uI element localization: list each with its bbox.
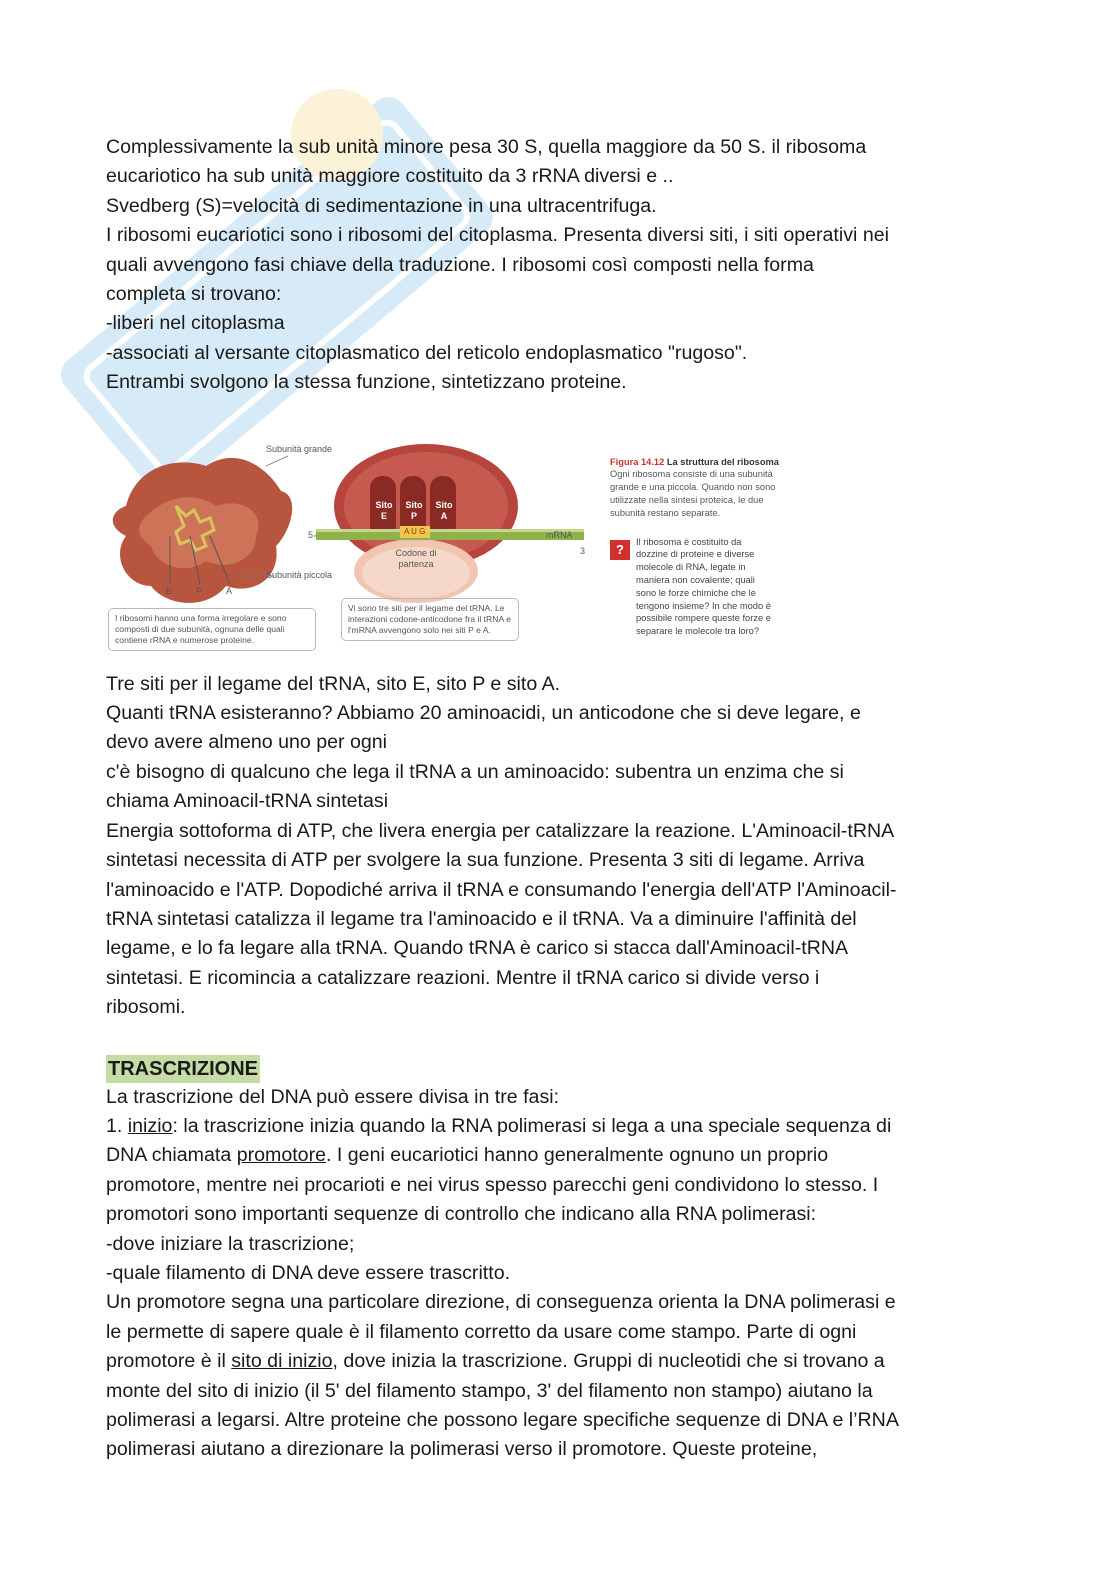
text-line: -liberi nel citoplasma xyxy=(106,312,285,335)
text-line: monte del sito di inizio (il 5' del filamento stampo, 3' del filamento non stampo) aiutano la xyxy=(106,1379,873,1402)
text-line: polimerasi aiutano a direzionare la polimerasi verso il promotore. Queste proteine, xyxy=(106,1438,818,1461)
term-promotore: promotore xyxy=(236,1144,326,1167)
document-page xyxy=(106,133,1011,1465)
text-line: La trascrizione del DNA può essere divisa in tre fasi: xyxy=(106,1085,560,1108)
text-line: chiama Aminoacil-tRNA sintetasi xyxy=(106,790,389,813)
text-line: Svedberg (S)=velocità di sedimentazione in una ultracentrifuga. xyxy=(106,194,657,217)
small-subunit-label: Subunità piccola xyxy=(266,569,333,580)
codon-label: A U G xyxy=(404,526,426,536)
text-line: eucariotico ha sub unità maggiore costituito da 3 rRNA diversi e .. xyxy=(106,165,674,188)
large-subunit-label: Subunità grande xyxy=(266,443,333,454)
text-line: completa si trovano: xyxy=(106,283,282,306)
text-line: quali avvengono fasi chiave della traduzione. I ribosomi così composti nella forma xyxy=(106,253,814,276)
text-line: promotori sono importanti sequenze di controllo che indicano alla RNA polimerasi: xyxy=(106,1203,817,1226)
question-icon: ? xyxy=(610,540,630,560)
site-a-label: A xyxy=(226,585,233,596)
site-e-tag: Sito E xyxy=(375,499,393,521)
text-line: ribosomi. xyxy=(106,996,186,1019)
text-line: promotore, mentre nei procarioti e nei virus spesso parecchi geni condividono lo stesso. I xyxy=(106,1173,879,1196)
text-line: devo avere almeno uno per ogni xyxy=(106,731,388,754)
text-line: tRNA sintetasi catalizza il legame tra l'aminoacido e il tRNA. Va a diminuire l'affinità del xyxy=(106,907,857,930)
intro-text xyxy=(106,133,1011,398)
text-line: -dove iniziare la trascrizione; xyxy=(106,1232,355,1255)
term-sito-di-inizio: sito di inizio xyxy=(231,1350,333,1373)
text-line: -quale filamento di DNA deve essere trascritto. xyxy=(106,1261,511,1284)
start-codon-label: Codone di partenza xyxy=(395,547,437,569)
text-line: c'è bisogno di qualcuno che lega il tRNA a un aminoacido: subentra un enzima che si xyxy=(106,760,844,783)
text-line: Tre siti per il legame del tRNA, sito E, sito P e sito A. xyxy=(106,672,561,695)
trna-text xyxy=(106,670,1011,1023)
site-p-tag: Sito P xyxy=(405,499,423,521)
text-line: legame, e lo fa legare alla tRNA. Quando tRNA è carico si stacca dall'Aminoacil-tRNA xyxy=(106,937,849,960)
text-line: 1. inizio: la trascrizione inizia quando la RNA polimerasi si lega a una speciale sequenza di xyxy=(106,1114,892,1137)
mrna-label: mRNA xyxy=(546,529,573,540)
text-line: Energia sottoforma di ATP, che livera energia per catalizzare la reazione. L'Aminoacil-tRNA xyxy=(106,819,895,842)
five-prime-label: 5 xyxy=(308,529,314,540)
text-line: promotore è il sito di inizio, dove inizia la trascrizione. Gruppi di nucleotidi che si trovano a xyxy=(106,1350,885,1373)
site-e-label: E xyxy=(166,585,173,596)
text-line: Entrambi svolgono la stessa funzione, sintetizzano proteine. xyxy=(106,371,627,394)
site-p-label: P xyxy=(196,585,203,596)
text-line: Quanti tRNA esisteranno? Abbiamo 20 aminoacidi, un anticodone che si deve legare, e xyxy=(106,702,861,725)
three-prime-label: 3 xyxy=(580,545,586,556)
text-line: Un promotore segna una particolare direzione, di conseguenza orienta la DNA polimerasi e xyxy=(106,1291,896,1314)
figure-caption: Figura 14.12 La struttura del ribosoma Ogni ribosoma consiste di una subunità grande e una piccola. Quando non sono utilizzate nella sintesi proteica, le due subunità restano separate. xyxy=(610,456,779,518)
figure-question: Il ribosoma è costituito da dozzine di proteine e diverse molecole di RNA, legate in maniera non covalente; quali sono le forze chimiche che le tengono insieme? In che modo è possibile rompere queste forze e separare le molecole tra loro? xyxy=(636,536,771,637)
site-a-tag: Sito A xyxy=(435,499,453,521)
transcription-text xyxy=(106,1083,1011,1465)
text-line: polimerasi a legarsi. Altre proteine che possono legare specifiche sequenze di DNA e l’RNA xyxy=(106,1409,899,1431)
text-line: I ribosomi eucariotici sono i ribosomi del citoplasma. Presenta diversi siti, i siti operativi nei xyxy=(106,224,889,247)
figure-note-middle: Vi sono tre siti per il legame del tRNA. Le interazioni codone-anticodone fra il tRNA e l'mRNA avvengono solo nei siti P e A. xyxy=(341,598,519,641)
text-line: sintetasi necessita di ATP per svolgere la sua funzione. Presenta 3 siti di legame. Arriva xyxy=(106,849,865,872)
text-line: Complessivamente la sub unità minore pesa 30 S, quella maggiore da 50 S. il ribosoma xyxy=(106,136,867,158)
text-line: le permette di sapere quale è il filamento corretto da usare come stampo. Parte di ogni xyxy=(106,1320,857,1343)
ribosome-figure xyxy=(106,436,1011,664)
text-line: sintetasi. E ricomincia a catalizzare reazioni. Mentre il tRNA carico si divide verso i xyxy=(106,966,820,989)
figure-note-left: I ribosomi hanno una forma irregolare e sono composti di due subunità, ognuna delle quali contiene rRNA e numerose proteine. xyxy=(108,608,316,651)
text-line: l'aminoacido e l'ATP. Dopodiché arriva il tRNA e consumando l'energia dell'ATP l'Aminoacil- xyxy=(106,878,897,901)
text-line: DNA chiamata promotore. I geni eucariotici hanno generalmente ognuno un proprio xyxy=(106,1144,829,1167)
term-inizio: inizio xyxy=(127,1114,173,1137)
text-line: -associati al versante citoplasmatico del reticolo endoplasmatico "rugoso". xyxy=(106,341,748,364)
section-heading: TRASCRIZIONE xyxy=(106,1055,260,1083)
